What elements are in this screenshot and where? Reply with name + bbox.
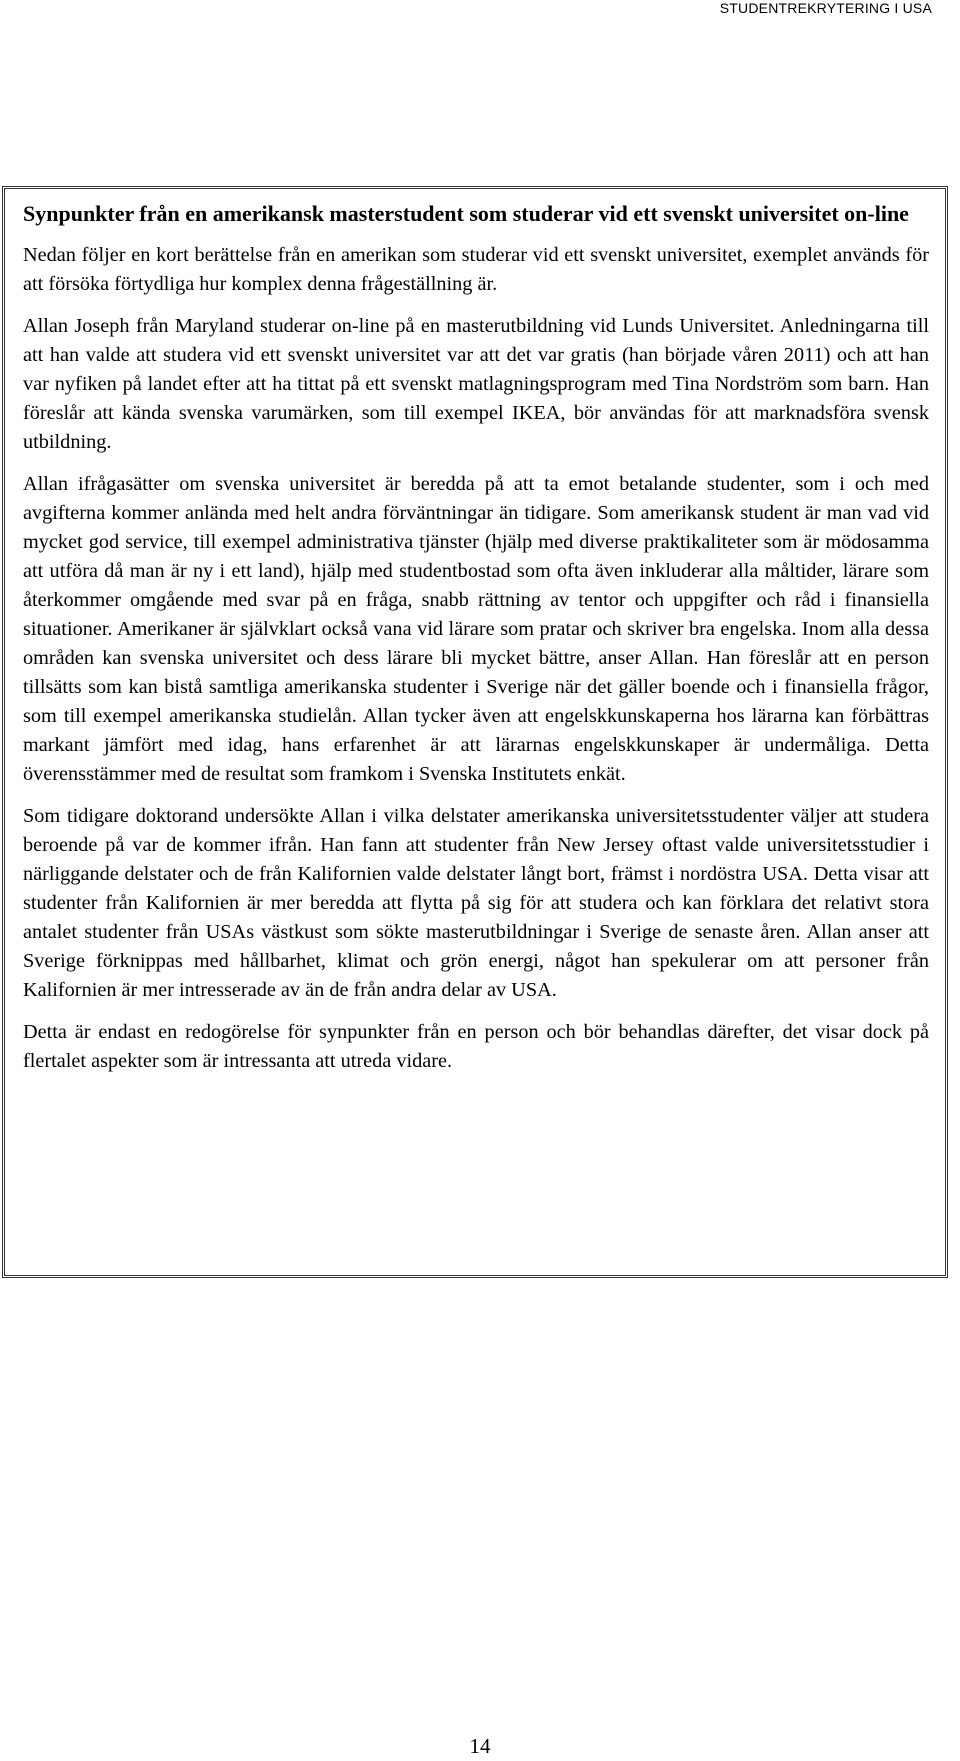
box-title: Synpunkter från en amerikansk masterstudent som studerar vid ett svenskt universitet on-line (23, 201, 909, 226)
page-number: 14 (469, 1734, 491, 1758)
paragraph: Detta är endast en redogörelse för synpunkter från en person och bör behandlas därefter, det visar dock på flertalet aspekter som är intressanta att utreda vidare. (23, 1021, 929, 1072)
paragraph: Som tidigare doktorand undersökte Allan i vilka delstater amerikanska universitetsstudenter väljer att studera beroende på var de kommer ifrån. Han fann att studenter från New Jersey oftast valde universitetsstudier i närliggande delstater och de från Kalifornien valde delstater långt bort, främst i nordöstra USA. Detta visar att studenter från Kalifornien är mer beredda att flytta på sig för att studera och kan förklara det relativt stora antalet studenter från USAs västkust som sökte masterutbildningar i Sverige de senaste åren. Allan anser att Sverige förknippas med hållbarhet, klimat och grön energi, något han spekulerar om att personer från Kalifornien är mer intresserade av än de från andra delar av USA. (23, 805, 929, 1001)
paragraph: Allan ifrågasätter om svenska universitet är beredda på att ta emot betalande studenter, som i och med avgifterna kommer anlända med helt andra förväntningar än tidigare. Som amerikansk student är man vad vid mycket god service, till exempel administrativa tjänster (hjälp med diverse praktikaliteter som är mödosamma att utföra då man är ny i ett land), hjälp med studentbostad som ofta även inkluderar alla måltider, lärare som återkommer omgående med svar på en fråga, snabb rättning av tentor och uppgifter och råd i finansiella situationer. Amerikaner är självklart också vana vid lärare som pratar och skriver bra engelska. Inom alla dessa områden kan svenska universitet och dess lärare bli mycket bättre, anser Allan. Han föreslår att en person tillsätts som kan bistå samtliga amerikanska studenter i Sverige när det gäller boende och i finansiella frågor, som till exempel amerikanska studielån. Allan tycker även att engelskkunskaperna hos lärarna kan förbättras markant jämfört med idag, hans erfarenhet är att lärarnas engelskkunskaper är undermåliga. Detta överensstämmer med de resultat som framkom i Svenska Institutets enkät. (23, 473, 929, 785)
running-header: STUDENTREKRYTERING I USA (719, 0, 932, 16)
text-box (2, 186, 948, 1278)
paragraph: Allan Joseph från Maryland studerar on-line på en masterutbildning vid Lunds Universitet. Anledningarna till att han valde att studera vid ett svenskt universitet var att det var gratis (han började våren 2011) och att han var nyfiken på landet efter att ha tittat på ett svenskt matlagningsprogram med Tina Nordström som barn. Han föreslår att kända svenska varumärken, som till exempel IKEA, bör användas för att marknadsföra svensk utbildning. (23, 315, 929, 453)
paragraph: Nedan följer en kort berättelse från en amerikan som studerar vid ett svenskt universitet, exemplet används för att försöka förtydliga hur komplex denna frågeställning är. (23, 244, 929, 295)
